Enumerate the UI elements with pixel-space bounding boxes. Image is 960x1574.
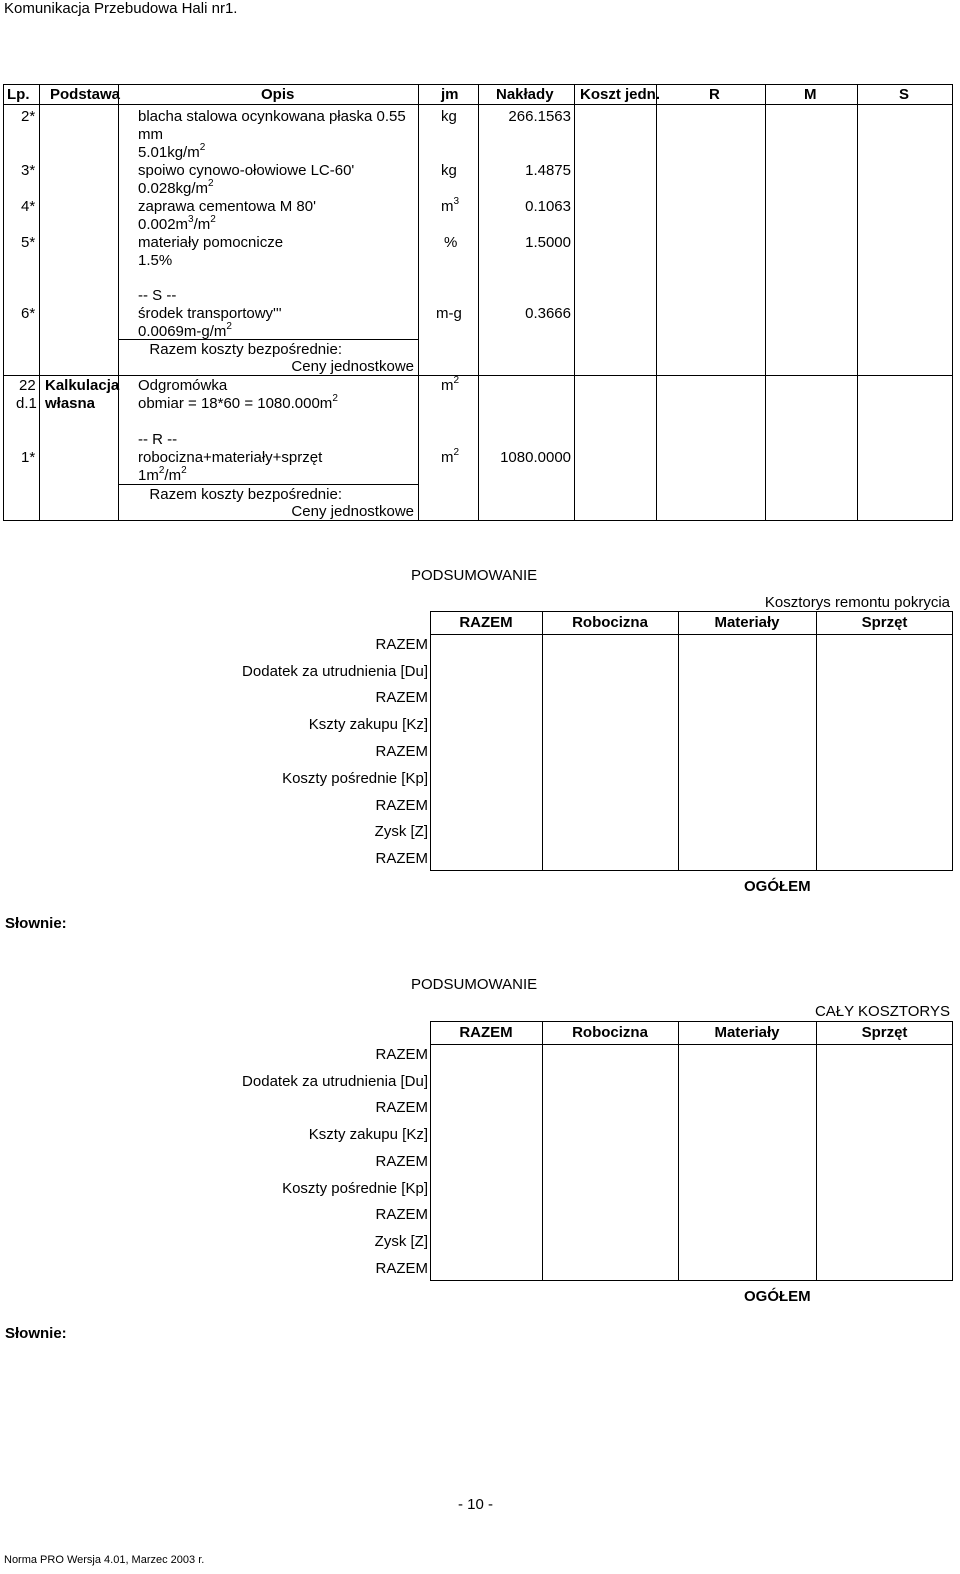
summary-col-line (816, 611, 817, 871)
summary-row-label: Dodatek za utrudnienia [Du] (242, 663, 428, 680)
header-m: M (804, 86, 817, 103)
summary-grid (430, 611, 953, 871)
header-podstawa: Podstawa (50, 86, 121, 103)
row-lp: 5* (21, 234, 36, 251)
col-line-naklady (574, 84, 575, 521)
row-quantity: 0.3666 (525, 305, 571, 322)
row-unit: kg (441, 162, 457, 179)
summary-row-label: Kszty zakupu [Kz] (308, 1126, 428, 1143)
summary-col-materialy: Materiały (714, 614, 780, 631)
row-unit: $m^3$ (441, 196, 460, 215)
row-quantity: 266.1563 (508, 108, 571, 125)
row-desc-cont: mm (138, 126, 163, 143)
summary-col-sprzet: Sprzęt (861, 1024, 908, 1041)
header-koszt: Koszt jedn. (580, 86, 661, 103)
header-opis: Opis (261, 86, 295, 103)
summary-col-robocizna: Robocizna (572, 1024, 648, 1041)
row-lp: 1* (21, 449, 36, 466)
summary-row-label: Koszty pośrednie [Kp] (282, 770, 428, 787)
position-number: 22 (19, 377, 36, 394)
col-line-koszt (656, 84, 657, 521)
row-unit: % (444, 234, 458, 251)
summary-col-line (542, 611, 543, 871)
col-line-m (857, 84, 858, 521)
row-norm: $0.028kg/m^2$ (138, 178, 214, 197)
amount-in-words-label: Słownie: (5, 1325, 67, 1342)
summary-row-label: RAZEM (375, 1206, 428, 1223)
row-quantity: 0.1063 (525, 198, 571, 215)
row-lp: 4* (21, 198, 36, 215)
summary-col-line (678, 611, 679, 871)
summary-subtitle: CAŁY KOSZTORYS (814, 1003, 950, 1020)
header-naklady: Nakłady (496, 86, 554, 103)
razem-label: Razem koszty bezpośrednie: (149, 486, 342, 503)
summary-subtitle: Kosztorys remontu pokrycia (764, 594, 950, 611)
position-name: Odgromówka (138, 377, 228, 394)
position-unit: $m^2$ (441, 375, 460, 394)
row-lp: 2* (21, 108, 36, 125)
summary-col-sprzet: Sprzęt (861, 614, 908, 631)
position-basis: Kalkulacja (45, 377, 120, 394)
ceny-label: Ceny jednostkowe (291, 503, 414, 520)
amount-in-words-label: Słownie: (5, 915, 67, 932)
header-jm: jm (441, 86, 459, 103)
row-norm: $0.0069m-g/m^2$ (138, 321, 232, 340)
row-desc: spoiwo cynowo-ołowiowe LC-60' (138, 162, 355, 179)
col-line-r (765, 84, 766, 521)
row-norm: $5.01kg/m^2$ (138, 142, 206, 161)
summary-row-label: RAZEM (375, 689, 428, 706)
col-line-jm (478, 84, 479, 521)
summary-total-label: OGÓŁEM (744, 1288, 811, 1305)
summary-row-label: RAZEM (375, 1153, 428, 1170)
summary-row-label: RAZEM (375, 636, 428, 653)
document-title: Komunikacja Przebudowa Hali nr1. (4, 0, 238, 17)
summary-total-label: OGÓŁEM (744, 878, 811, 895)
summary-row-label: Zysk [Z] (374, 823, 428, 840)
row-desc: zaprawa cementowa M 80' (138, 198, 316, 215)
summary-row-label: RAZEM (375, 1046, 428, 1063)
row-unit: kg (441, 108, 457, 125)
row-lp: 3* (21, 162, 36, 179)
header-r: R (709, 86, 720, 103)
summary-col-line (816, 1021, 817, 1281)
row-desc: materiały pomocnicze (138, 234, 284, 251)
summary-row-label: RAZEM (375, 1099, 428, 1116)
row-quantity: 1.4875 (525, 162, 571, 179)
summary-row-label: Zysk [Z] (374, 1233, 428, 1250)
row-unit: $m^2$ (441, 447, 460, 466)
summary-row-label: Koszty pośrednie [Kp] (282, 1180, 428, 1197)
row-quantity: 1080.0000 (500, 449, 571, 466)
summary-header-divider (430, 1044, 953, 1045)
summary-col-razem: RAZEM (459, 1024, 513, 1041)
row-norm: $1m^2/m^2$ (138, 465, 187, 484)
row-desc: robocizna+materiały+sprzęt (138, 449, 323, 466)
summary-row-label: RAZEM (375, 743, 428, 760)
col-line-opis (418, 84, 419, 521)
summary-col-line (678, 1021, 679, 1281)
summary-header-divider (430, 634, 953, 635)
row-desc: blacha stalowa ocynkowana płaska 0.55 (138, 108, 406, 125)
col-line-lp (39, 84, 40, 521)
row-norm: 1.5% (138, 252, 173, 269)
summary-col-robocizna: Robocizna (572, 614, 648, 631)
footer-text: Norma PRO Wersja 4.01, Marzec 2003 r. (4, 1554, 205, 1566)
row-lp: 6* (21, 305, 36, 322)
section-marker-r: -- R -- (138, 431, 178, 448)
summary-col-line (542, 1021, 543, 1281)
summary-row-label: Kszty zakupu [Kz] (308, 716, 428, 733)
header-lp: Lp. (7, 86, 30, 103)
razem-label: Razem koszty bezpośrednie: (149, 341, 342, 358)
page-number: - 10 - (458, 1496, 494, 1513)
header-s: S (899, 86, 910, 103)
position-basis-cont: własna (45, 395, 96, 412)
position-number-suffix: d.1 (16, 395, 37, 412)
summary-title: PODSUMOWANIE (411, 567, 538, 584)
row-norm: $0.002m^3/m^2$ (138, 214, 216, 233)
summary-row-label: RAZEM (375, 1260, 428, 1277)
summary-col-razem: RAZEM (459, 614, 513, 631)
summary-row-label: RAZEM (375, 797, 428, 814)
ceny-label: Ceny jednostkowe (291, 358, 414, 375)
row-quantity: 1.5000 (525, 234, 571, 251)
summary-grid (430, 1021, 953, 1281)
summary-row-label: Dodatek za utrudnienia [Du] (242, 1073, 428, 1090)
summary-row-label: RAZEM (375, 850, 428, 867)
summary-title: PODSUMOWANIE (411, 976, 538, 993)
section-marker-s: -- S -- (138, 287, 177, 304)
row-unit: m-g (436, 305, 462, 322)
position-measure: obmiar = $18*60 = 1080.000m^2$ (138, 393, 338, 412)
row-desc: środek transportowy''' (138, 305, 282, 322)
summary-col-materialy: Materiały (714, 1024, 780, 1041)
col-line-podstawa (118, 84, 119, 521)
